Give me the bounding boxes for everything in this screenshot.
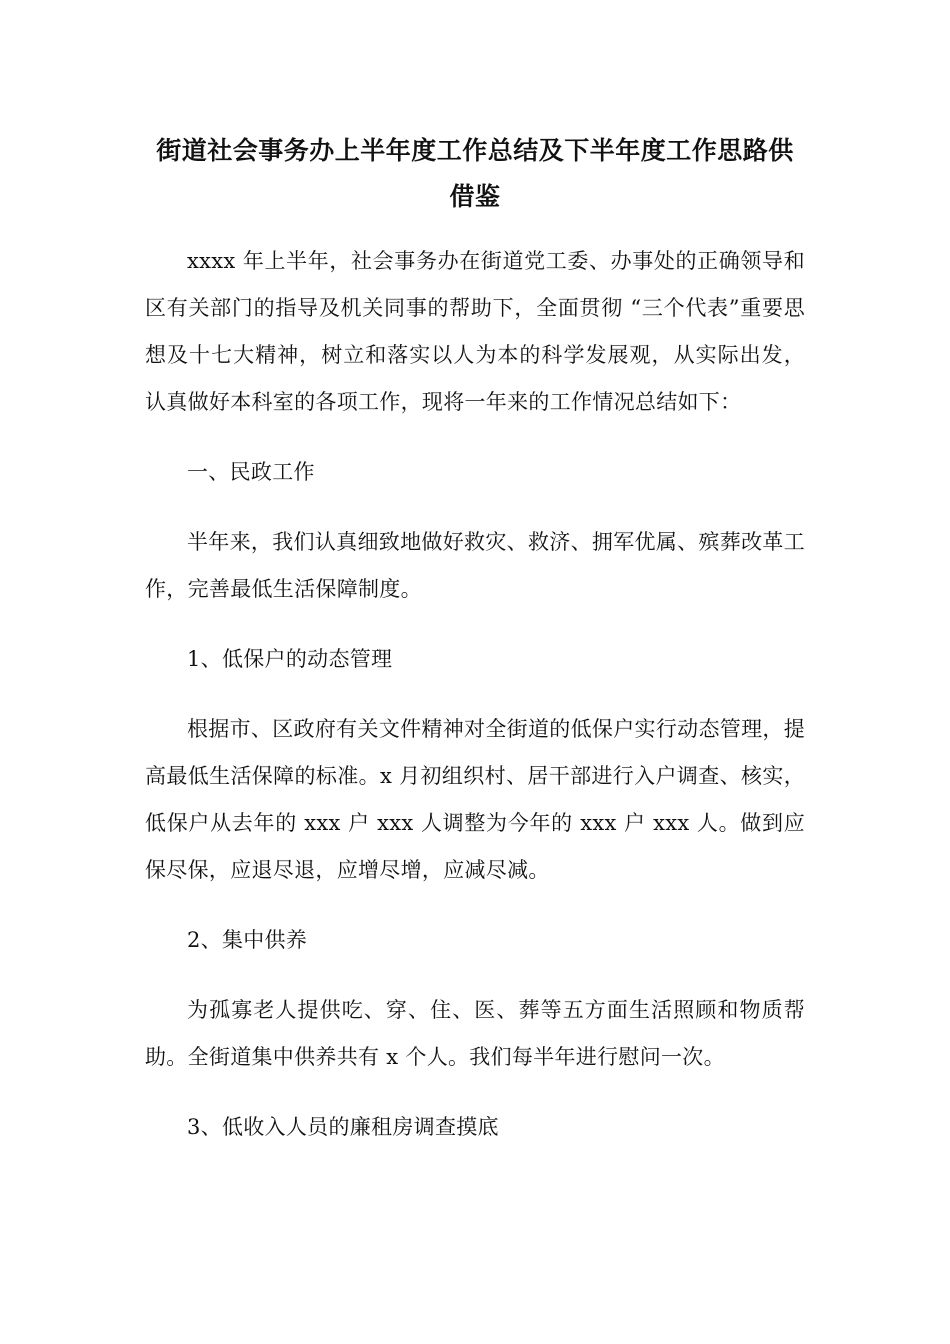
low-income-management-paragraph: 根据市、区政府有关文件精神对全街道的低保户实行动态管理，提高最低生活保障的标准。x 月初组织村、居干部进行入户调查、核实，低保户从去年的 xxx 户 xxx 人调整为今年的 xxx 户 xxx 人。做到应保尽保，应退尽退，应增尽增，应减尽减。	[145, 717, 805, 882]
subheading-low-income-management: 1、低保户的动态管理	[187, 647, 393, 671]
subheading-low-rent-housing: 3、低收入人员的廉租房调查摸底	[187, 1115, 499, 1139]
document-body	[145, 238, 805, 1174]
document-title: 街道社会事务办上半年度工作总结及下半年度工作思路供借鉴	[156, 136, 794, 211]
centralized-support-paragraph: 为孤寡老人提供吃、穿、住、医、葬等五方面生活照顾和物质帮助。全街道集中供养共有 x 个人。我们每半年进行慰问一次。	[145, 998, 805, 1069]
section-heading-civil-affairs: 一、民政工作	[187, 460, 315, 484]
subheading-centralized-support: 2、集中供养	[187, 928, 308, 952]
civil-affairs-paragraph: 半年来，我们认真细致地做好救灾、救济、拥军优属、殡葬改革工作，完善最低生活保障制度。	[145, 530, 805, 601]
intro-paragraph: xxxx 年上半年，社会事务办在街道党工委、办事处的正确领导和区有关部门的指导及机关同事的帮助下，全面贯彻 “三个代表”重要思想及十七大精神，树立和落实以人为本的科学发展观，从实际出发，认真做好本科室的各项工作，现将一年来的工作情况总结如下：	[145, 249, 805, 414]
